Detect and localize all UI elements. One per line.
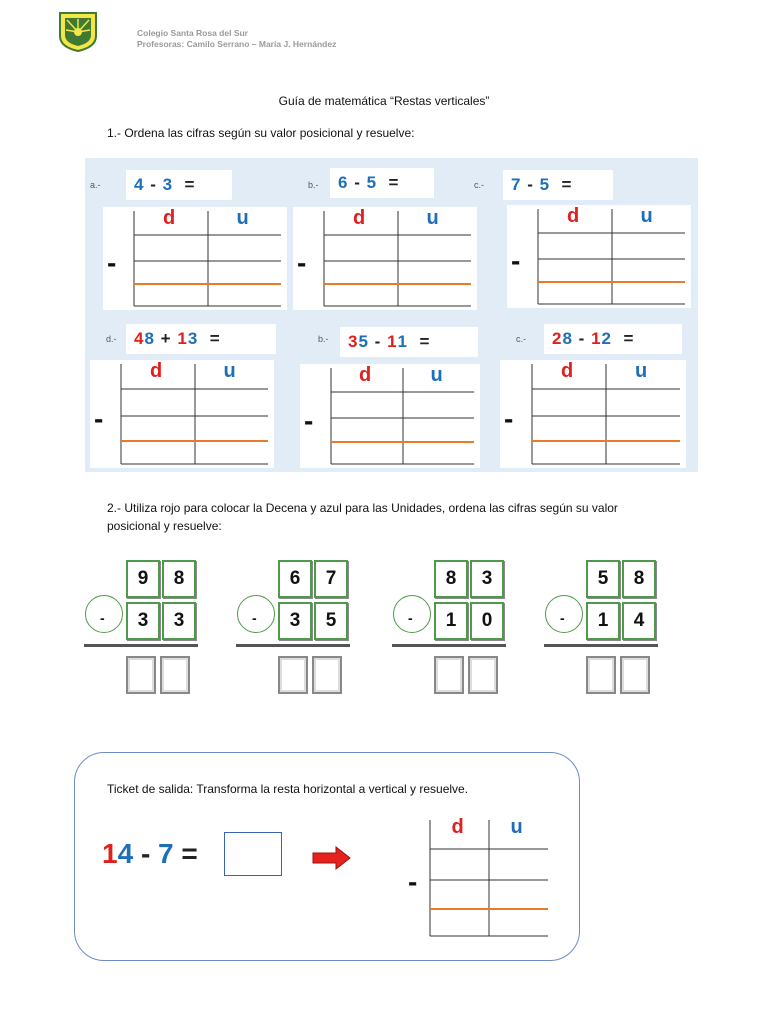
equals: =: [388, 173, 400, 192]
right-arrow-icon: [312, 845, 352, 876]
ticket-place-value-grid[interactable]: [404, 816, 554, 940]
operator: -: [527, 175, 534, 194]
digit-box: 3: [470, 560, 504, 598]
school-name: Colegio Santa Rosa del Sur: [137, 28, 248, 38]
digit-tens: 1: [387, 332, 398, 351]
equation-c: [503, 170, 613, 200]
digit-tens: 4: [134, 329, 145, 348]
column-header-u: u: [635, 360, 648, 382]
ticket-instruction: Ticket de salida: Transforma la resta horizontal a vertical y resuelve.: [107, 782, 469, 796]
page-title: Guía de matemática “Restas verticales”: [278, 94, 490, 108]
digit-box: 5: [586, 560, 620, 598]
operator: -: [374, 332, 382, 351]
minus-sign: -: [107, 247, 117, 278]
digit: 7: [511, 175, 522, 194]
digit-box: 4: [622, 602, 656, 640]
digit-box: 0: [470, 602, 504, 640]
digit-tens: 1: [102, 838, 118, 869]
school-logo: [57, 10, 99, 52]
digit-tens: 2: [552, 329, 563, 348]
column-header-u: u: [640, 205, 653, 227]
digit-box: 3: [126, 602, 160, 640]
item-label: b.-: [318, 334, 329, 344]
column-header-u: u: [510, 816, 523, 838]
minus-sign: -: [511, 245, 521, 276]
minus-sign: -: [100, 610, 105, 626]
column-header-u: u: [223, 360, 236, 382]
digit-box: 9: [126, 560, 160, 598]
digit-box: 3: [162, 602, 196, 640]
result-line: [392, 644, 506, 647]
section1-instruction: 1.- Ordena las cifras según su valor posicional y resuelve:: [107, 126, 415, 140]
digit-units: 2: [601, 329, 613, 348]
minus-sign: -: [504, 403, 514, 434]
school-header: [137, 28, 336, 50]
minus-sign: -: [297, 247, 307, 278]
section2-instruction: [107, 499, 618, 535]
column-header-d: d: [150, 360, 163, 382]
column-header-d: d: [353, 207, 366, 229]
answer-box[interactable]: [434, 656, 464, 694]
digit: 5: [539, 175, 551, 194]
digit-units: 7: [158, 838, 174, 869]
column-header-d: d: [359, 364, 372, 386]
answer-box[interactable]: [586, 656, 616, 694]
equation-f: [544, 324, 682, 354]
digit: 3: [162, 175, 174, 194]
operator: -: [354, 173, 361, 192]
operator: +: [160, 329, 172, 348]
operator: -: [150, 175, 157, 194]
place-value-grid[interactable]: [500, 360, 686, 468]
equals: =: [419, 332, 431, 351]
digit-tens: 1: [591, 329, 602, 348]
minus-sign: -: [252, 610, 257, 626]
instruction-line: posicional y resuelve:: [107, 519, 222, 533]
answer-box[interactable]: [468, 656, 498, 694]
column-header-u: u: [430, 364, 443, 386]
operator: -: [140, 838, 151, 869]
minus-sign: -: [304, 405, 314, 436]
equation-e: [340, 327, 478, 357]
column-header-d: d: [567, 205, 580, 227]
answer-box[interactable]: [224, 832, 282, 876]
answer-box[interactable]: [278, 656, 308, 694]
result-line: [544, 644, 658, 647]
equation-d: [126, 324, 276, 354]
result-line: [84, 644, 198, 647]
item-label: b.-: [308, 180, 319, 190]
digit-box: 1: [434, 602, 468, 640]
answer-box[interactable]: [620, 656, 650, 694]
place-value-grid[interactable]: [103, 207, 287, 310]
column-header-d: d: [451, 816, 464, 838]
column-header-u: u: [426, 207, 439, 229]
item-label: a.-: [90, 180, 101, 190]
digit-tens: 1: [177, 329, 188, 348]
place-value-grid[interactable]: [300, 364, 480, 468]
digit: 6: [338, 173, 349, 192]
answer-box[interactable]: [312, 656, 342, 694]
digit-units: 8: [144, 329, 155, 348]
digit: 4: [134, 175, 145, 194]
equals: =: [209, 329, 221, 348]
digit-box: 1: [586, 602, 620, 640]
digit-units: 5: [358, 332, 369, 351]
item-label: c.-: [474, 180, 484, 190]
digit-units: 8: [562, 329, 573, 348]
answer-box[interactable]: [160, 656, 190, 694]
ticket-equation: [102, 838, 198, 870]
digit-box: 6: [278, 560, 312, 598]
minus-sign: -: [408, 866, 418, 897]
equals: =: [561, 175, 573, 194]
equals: =: [181, 838, 198, 869]
equals: =: [184, 175, 196, 194]
minus-sign: -: [560, 610, 565, 626]
minus-sign: -: [94, 403, 104, 434]
digit-box: 8: [622, 560, 656, 598]
answer-box[interactable]: [126, 656, 156, 694]
digit-box: 3: [278, 602, 312, 640]
item-label: c.-: [516, 334, 526, 344]
minus-sign: -: [408, 610, 413, 626]
teachers-line: Profesoras: Camilo Serrano – María J. Hernández: [137, 39, 337, 49]
digit-box: 8: [162, 560, 196, 598]
instruction-line: 2.- Utiliza rojo para colocar la Decena y azul para las Unidades, ordena las cifras según su valor: [107, 501, 618, 515]
digit-box: 7: [314, 560, 348, 598]
place-value-grid[interactable]: [507, 205, 691, 308]
result-line: [236, 644, 350, 647]
equals: =: [623, 329, 635, 348]
digit-tens: 3: [348, 332, 359, 351]
digit: 5: [366, 173, 378, 192]
place-value-grid[interactable]: [90, 360, 274, 468]
equation-a: [126, 170, 232, 200]
column-header-u: u: [236, 207, 249, 229]
column-header-d: d: [561, 360, 574, 382]
item-label: d.-: [106, 334, 117, 344]
equation-b: [330, 168, 434, 198]
digit-units: 3: [187, 329, 199, 348]
digit-units: 1: [397, 332, 409, 351]
operator: -: [578, 329, 586, 348]
column-header-d: d: [163, 207, 176, 229]
place-value-grid[interactable]: [293, 207, 477, 310]
digit-box: 8: [434, 560, 468, 598]
digit-units: 4: [117, 838, 134, 869]
digit-box: 5: [314, 602, 348, 640]
